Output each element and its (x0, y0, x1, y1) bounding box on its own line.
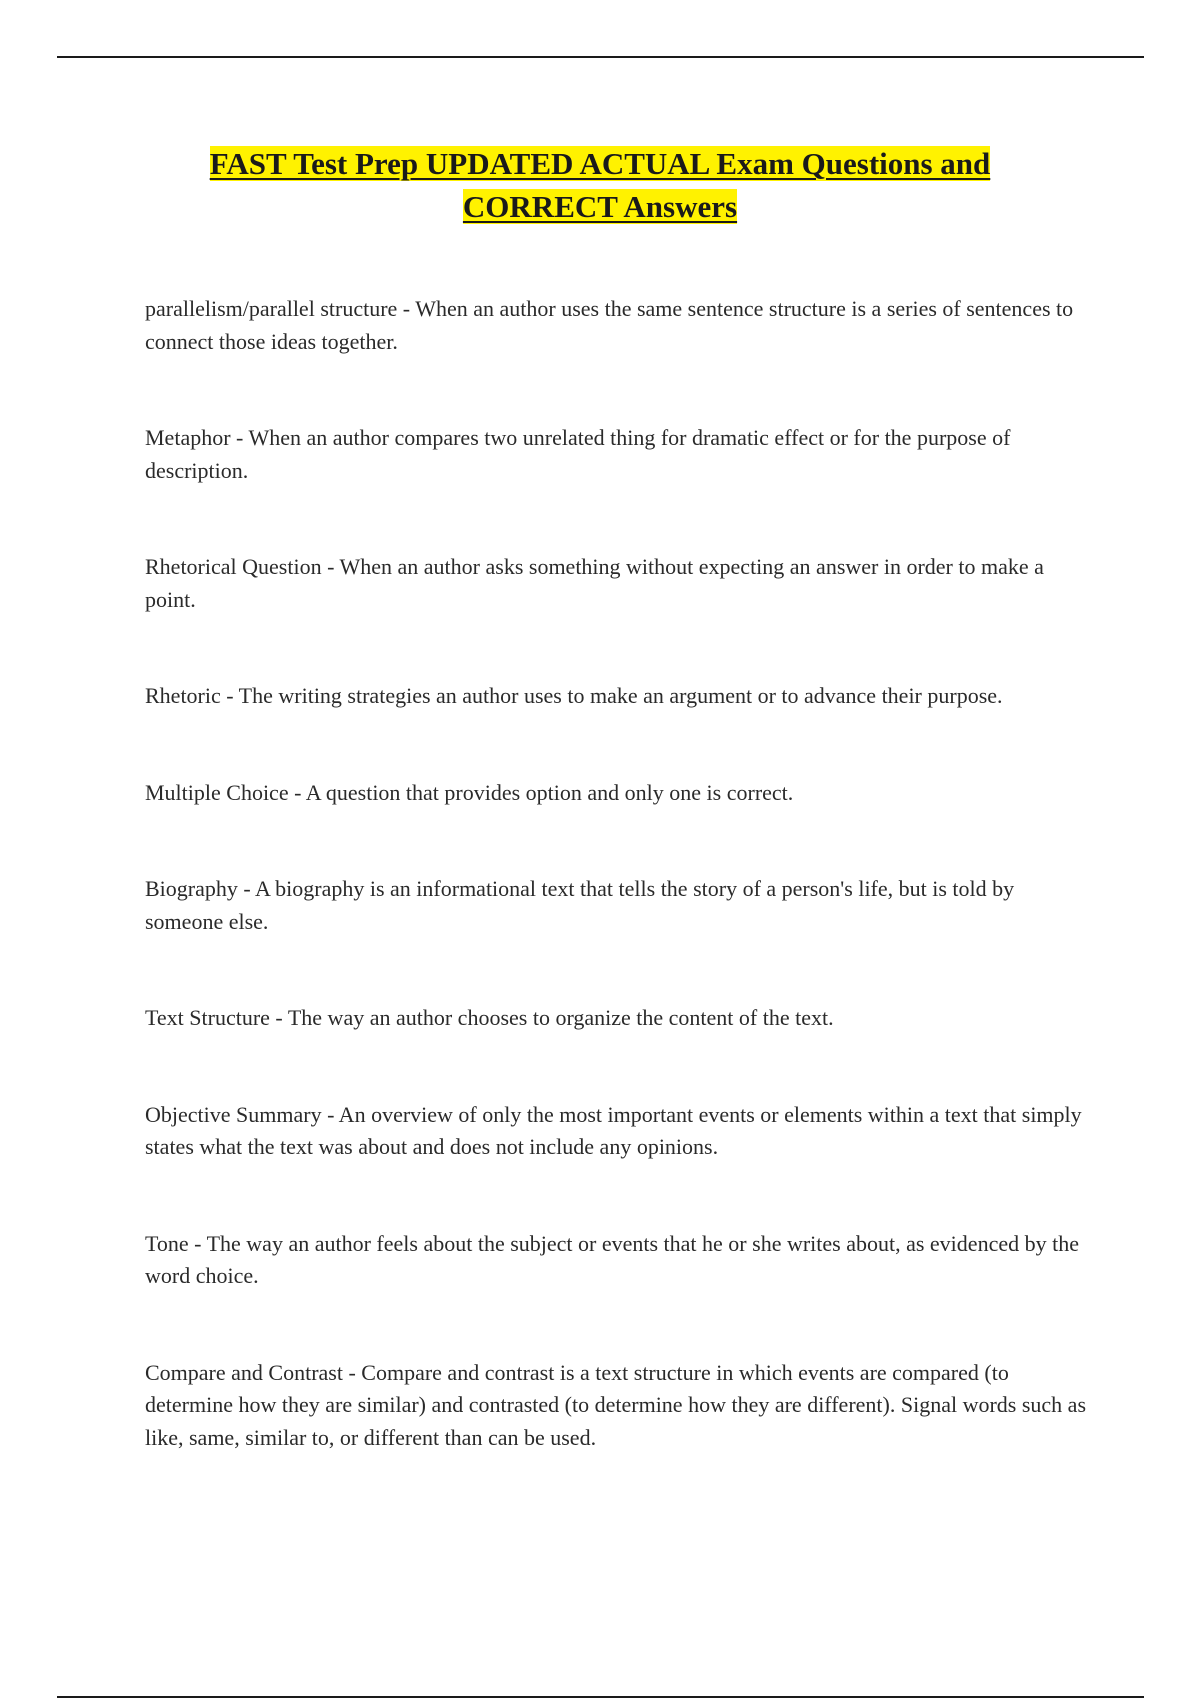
definition-entry-biography: Biography - A biography is an informational text that tells the story of a person's life, but is told by someone else. (145, 876, 1015, 934)
definition-entry-metaphor: Metaphor - When an author compares two unrelated thing for dramatic effect or for the purpose of description. (145, 425, 1011, 483)
title-line-2: CORRECT Answers (462, 189, 738, 224)
definition-entry-objective-summary: Objective Summary - An overview of only the most important events or elements within a text that simply states what the text was about and does not include any opinions. (145, 1101, 1082, 1159)
bottom-divider (57, 1696, 1144, 1698)
page-title (120, 142, 1080, 228)
definition-entry-rhetorical-question: Rhetorical Question - When an author asks something without expecting an answer in order to make a point. (145, 554, 1044, 612)
title-line-1: FAST Test Prep UPDATED ACTUAL Exam Questions and (209, 146, 991, 181)
top-divider (57, 56, 1144, 58)
definition-list (145, 293, 1095, 1454)
definition-entry-parallelism: parallelism/parallel structure - When an author uses the same sentence structure is a series of sentences to connect those ideas together. (145, 296, 1074, 354)
definition-entry-text-structure: Text Structure - The way an author chooses to organize the content of the text. (145, 1005, 834, 1030)
definition-entry-compare-contrast: Compare and Contrast - Compare and contrast is a text structure in which events are compared (to determine how they are similar) and contrasted (to determine how they are different). Signal words such as like, same, similar to, or different than can be used. (145, 1359, 1087, 1450)
definition-entry-multiple-choice: Multiple Choice - A question that provides option and only one is correct. (145, 779, 794, 805)
definition-entry-tone: Tone - The way an author feels about the subject or events that he or she writes about, as evidenced by the word choice. (145, 1230, 1079, 1288)
definition-entry-rhetoric: Rhetoric - The writing strategies an author uses to make an argument or to advance their purpose. (145, 683, 1003, 708)
